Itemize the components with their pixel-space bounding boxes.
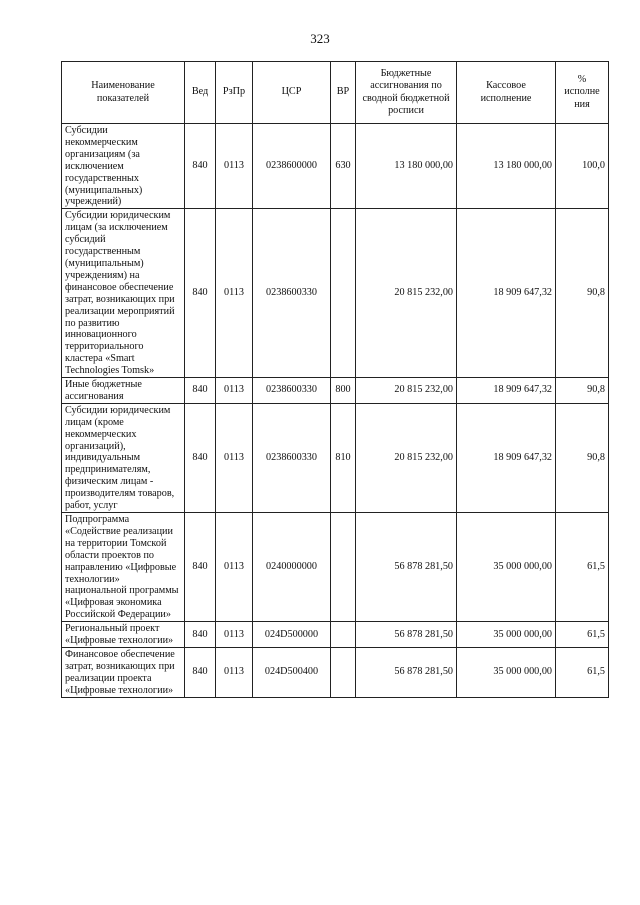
table-row xyxy=(62,209,609,378)
header-ved: Вед xyxy=(185,62,216,124)
row-rzpr: 0113 xyxy=(216,209,253,378)
row-name: Иные бюджетные ассигнования xyxy=(62,378,185,404)
row-percent: 90,8 xyxy=(556,209,609,378)
row-csr: 024D500000 xyxy=(253,622,331,648)
row-ved: 840 xyxy=(185,124,216,209)
row-cash: 35 000 000,00 xyxy=(457,513,556,622)
row-cash: 18 909 647,32 xyxy=(457,378,556,404)
row-percent: 61,5 xyxy=(556,622,609,648)
budget-execution-table xyxy=(61,61,609,698)
row-ved: 840 xyxy=(185,513,216,622)
header-vr: ВР xyxy=(331,62,356,124)
row-rzpr: 0113 xyxy=(216,403,253,512)
row-cash: 13 180 000,00 xyxy=(457,124,556,209)
row-percent: 90,8 xyxy=(556,378,609,404)
row-csr: 024D500400 xyxy=(253,647,331,697)
row-ved: 840 xyxy=(185,209,216,378)
row-name: Субсидии некоммерческим организациям (за исключением государственных (муниципальных) учреждений) xyxy=(62,124,185,209)
row-ved: 840 xyxy=(185,622,216,648)
row-budget: 56 878 281,50 xyxy=(356,647,457,697)
header-rzpr: РзПр xyxy=(216,62,253,124)
row-budget: 20 815 232,00 xyxy=(356,209,457,378)
header-csr: ЦСР xyxy=(253,62,331,124)
row-cash: 35 000 000,00 xyxy=(457,622,556,648)
row-csr: 0238600330 xyxy=(253,403,331,512)
header-cash: Кассовое исполнение xyxy=(457,62,556,124)
row-csr: 0238600330 xyxy=(253,209,331,378)
table-row xyxy=(62,403,609,512)
header-percent: % исполне ния xyxy=(556,62,609,124)
row-budget: 20 815 232,00 xyxy=(356,378,457,404)
row-csr: 0240000000 xyxy=(253,513,331,622)
row-budget: 13 180 000,00 xyxy=(356,124,457,209)
row-vr xyxy=(331,209,356,378)
table-row xyxy=(62,622,609,648)
row-rzpr: 0113 xyxy=(216,647,253,697)
row-vr: 800 xyxy=(331,378,356,404)
table-row xyxy=(62,378,609,404)
row-csr: 0238600330 xyxy=(253,378,331,404)
row-cash: 18 909 647,32 xyxy=(457,403,556,512)
row-percent: 61,5 xyxy=(556,513,609,622)
row-rzpr: 0113 xyxy=(216,513,253,622)
header-name: Наименование показателей xyxy=(62,62,185,124)
row-budget: 20 815 232,00 xyxy=(356,403,457,512)
row-vr: 630 xyxy=(331,124,356,209)
table-row xyxy=(62,647,609,697)
row-cash: 35 000 000,00 xyxy=(457,647,556,697)
row-name: Региональный проект «Цифровые технологии» xyxy=(62,622,185,648)
row-ved: 840 xyxy=(185,647,216,697)
header-row xyxy=(62,62,609,124)
row-ved: 840 xyxy=(185,403,216,512)
row-vr xyxy=(331,513,356,622)
row-rzpr: 0113 xyxy=(216,622,253,648)
row-rzpr: 0113 xyxy=(216,124,253,209)
header-budget: Бюджетные ассигнования по сводной бюджетной росписи xyxy=(356,62,457,124)
row-name: Финансовое обеспечение затрат, возникающих при реализации проекта «Цифровые технологии» xyxy=(62,647,185,697)
row-ved: 840 xyxy=(185,378,216,404)
row-budget: 56 878 281,50 xyxy=(356,513,457,622)
row-vr xyxy=(331,647,356,697)
row-name: Субсидии юридическим лицам (за исключением субсидий государственным (муниципальным) учреждениям) на финансовое обеспечение затрат, возникающих при реализации мероприятий по развитию инновационного территориального кластера «Smart Technologies Tomsk» xyxy=(62,209,185,378)
row-rzpr: 0113 xyxy=(216,378,253,404)
row-percent: 100,0 xyxy=(556,124,609,209)
row-name: Подпрограмма «Содействие реализации на территории Томской области проектов по направлению «Цифровые технологии» национальной программы «Цифровая экономика Российской Федерации» xyxy=(62,513,185,622)
row-name: Субсидии юридическим лицам (кроме некоммерческих организаций), индивидуальным предпринимателям, физическим лицам - производителям товаров, работ, услуг xyxy=(62,403,185,512)
row-percent: 90,8 xyxy=(556,403,609,512)
page-number: 323 xyxy=(310,31,330,46)
row-cash: 18 909 647,32 xyxy=(457,209,556,378)
row-budget: 56 878 281,50 xyxy=(356,622,457,648)
row-percent: 61,5 xyxy=(556,647,609,697)
table-row xyxy=(62,124,609,209)
row-vr xyxy=(331,622,356,648)
row-vr: 810 xyxy=(331,403,356,512)
row-csr: 0238600000 xyxy=(253,124,331,209)
table-row xyxy=(62,513,609,622)
